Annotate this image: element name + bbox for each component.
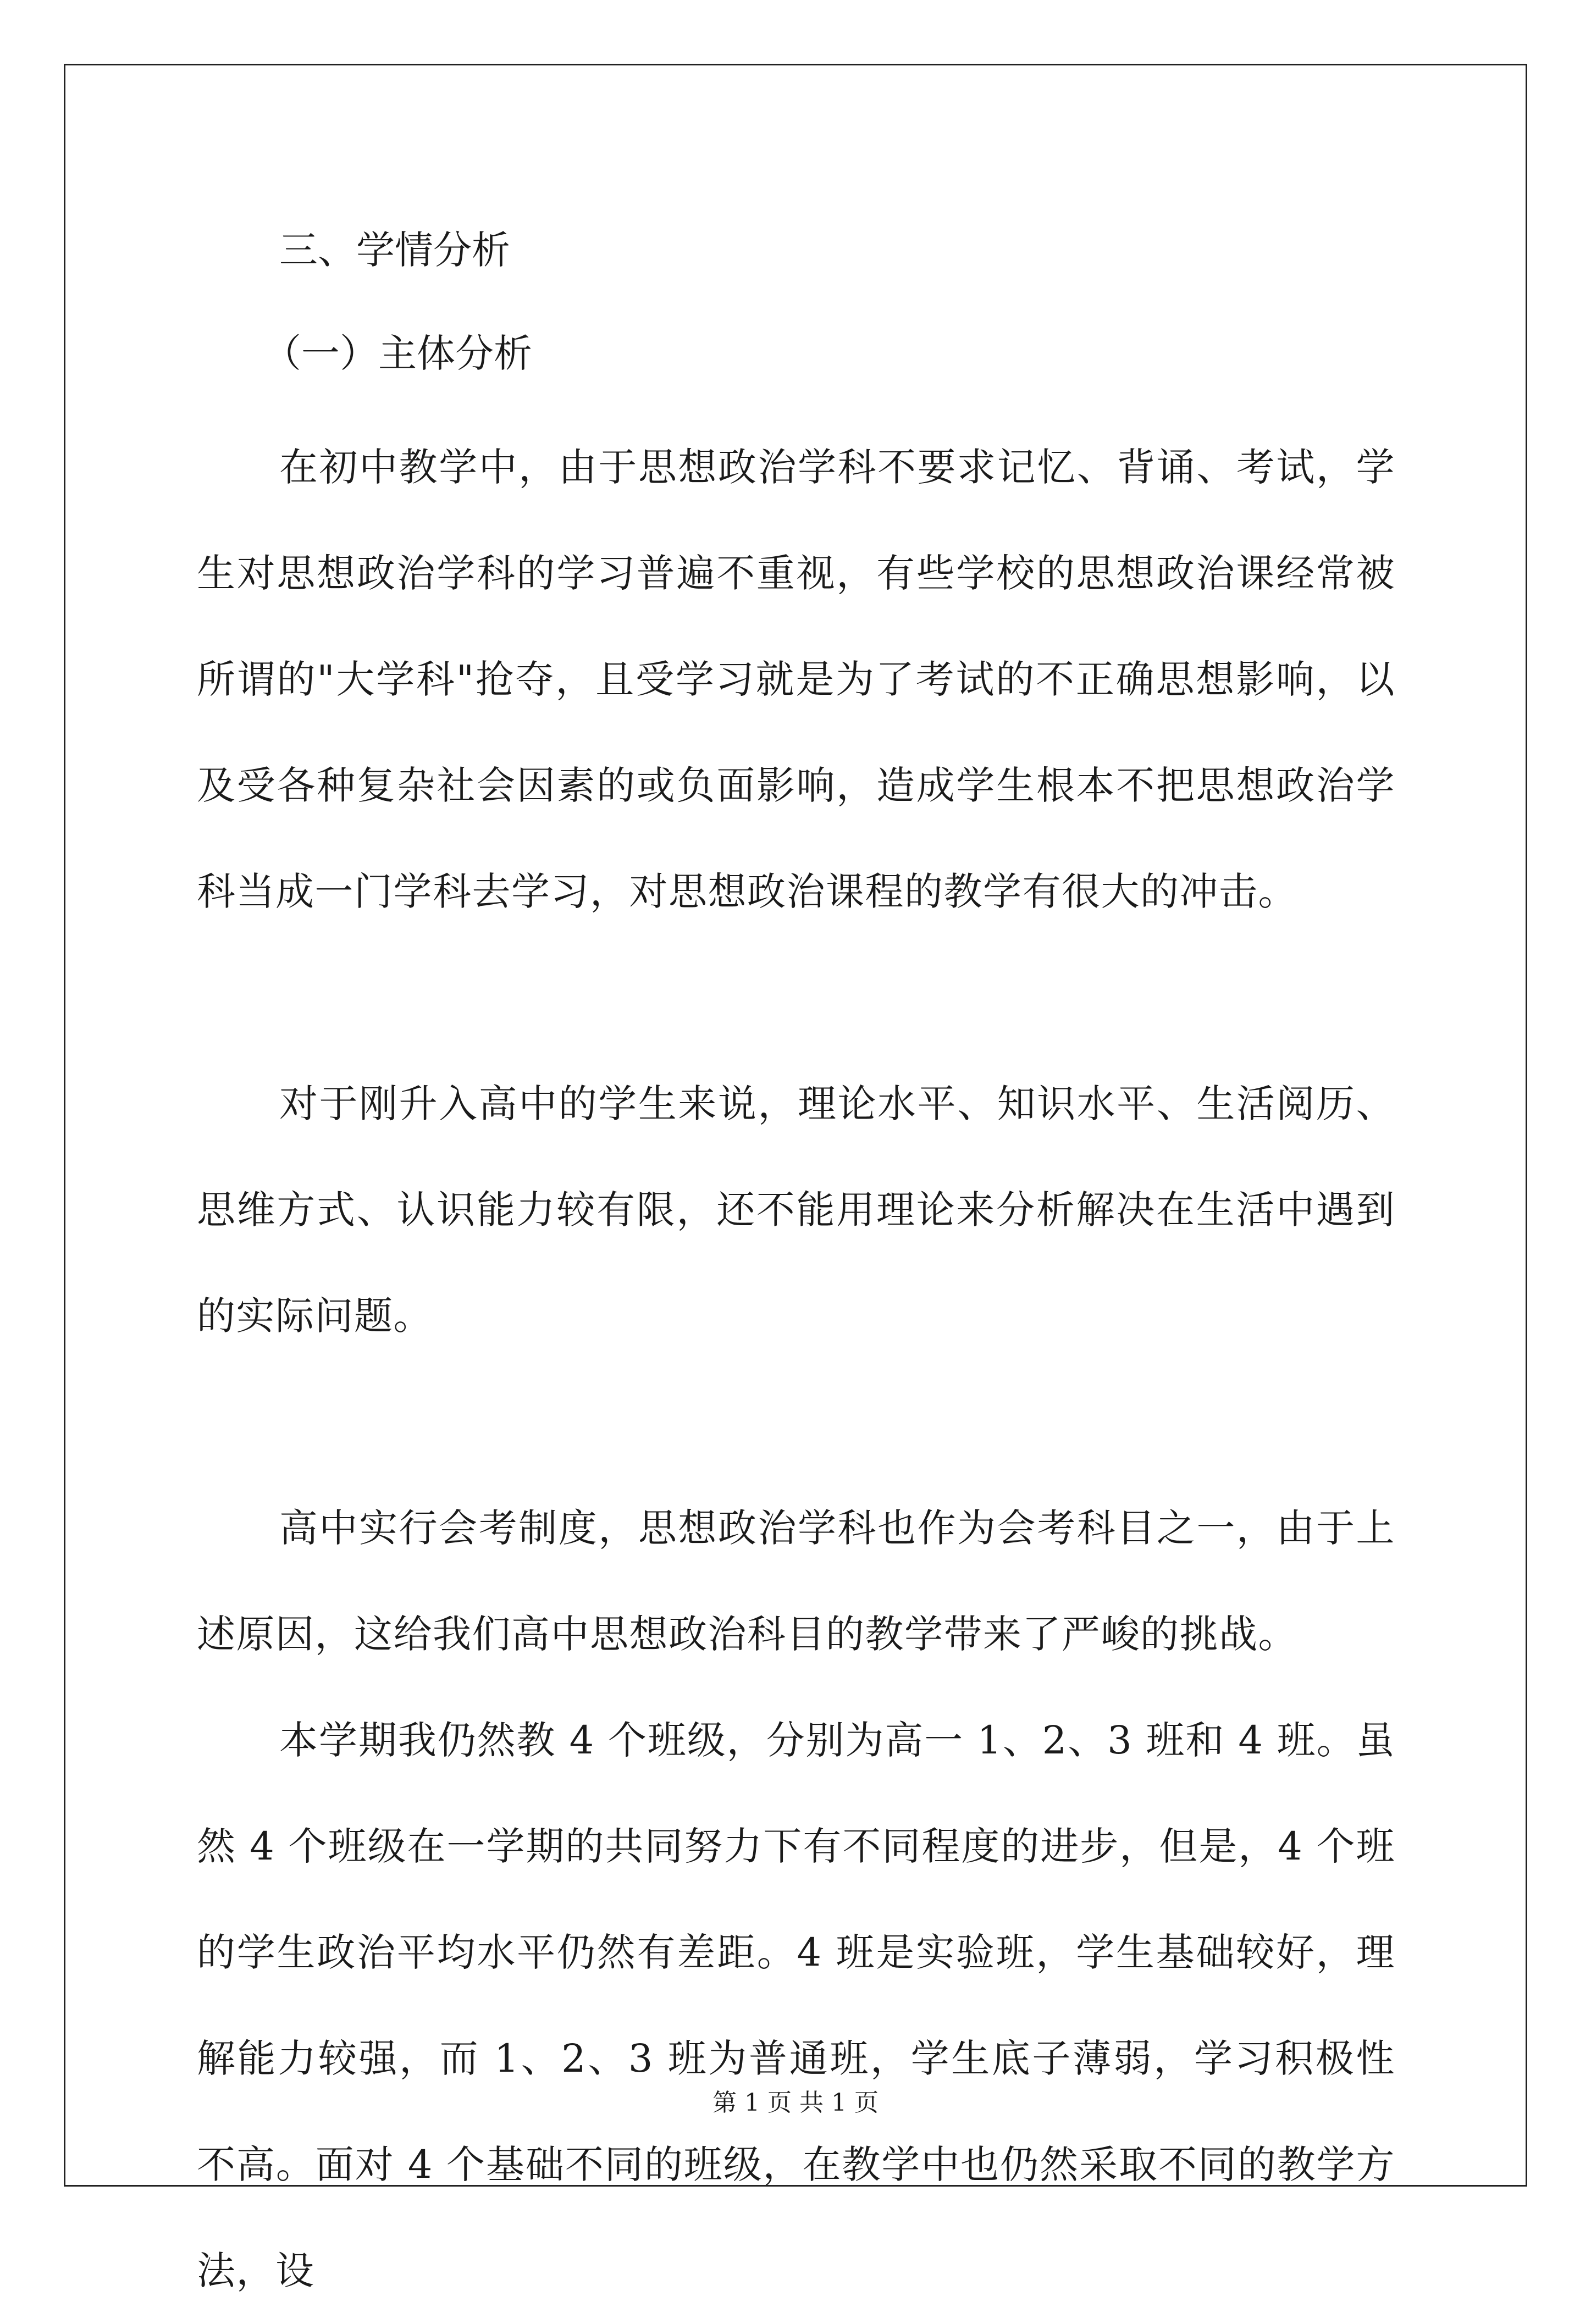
subsection-title: （一）主体分析 [263,331,532,376]
paragraph-1: 在初中教学中，由于思想政治学科不要求记忆、背诵、考试，学生对思想政治学科的学习普遍不重视，有些学校的思想政治课经常被所谓的"大学科"抢夺，且受学习就是为了考试的不正确思想影响，以及受各种复杂社会因素的或负面影响，造成学生根本不把思想政治学科当成一门学科去学习，对思想政治课程的教学有很大的冲击。 [197,445,1395,914]
paragraph-2: 对于刚升入高中的学生来说，理论水平、知识水平、生活阅历、思维方式、认识能力较有限，还不能用理论来分析解决在生活中遇到的实际问题。 [197,1081,1395,1338]
paragraph-4: 本学期我仍然教 4 个班级，分别为高一 1、2、3 班和 4 班。虽然 4 个班级在一学期的共同努力下有不同程度的进步，但是，4 个班的学生政治平均水平仍然有差距。4 班是实验班，学生基础较好，理解能力较强，而 1、2、3 班为普通班，学生底子薄弱，学习积极性不高。面对 4 个基础不同的班级，在教学中也仍然采取不同的教学方法，设 [197,1718,1395,2293]
page-footer: 第 1 页 共 1 页 [712,2089,879,2117]
paragraph-3: 高中实行会考制度，思想政治学科也作为会考科目之一，由于上述原因，这给我们高中思想政治科目的教学带来了严峻的挑战。 [197,1506,1395,1657]
section-title: 三、学情分析 [279,228,510,273]
